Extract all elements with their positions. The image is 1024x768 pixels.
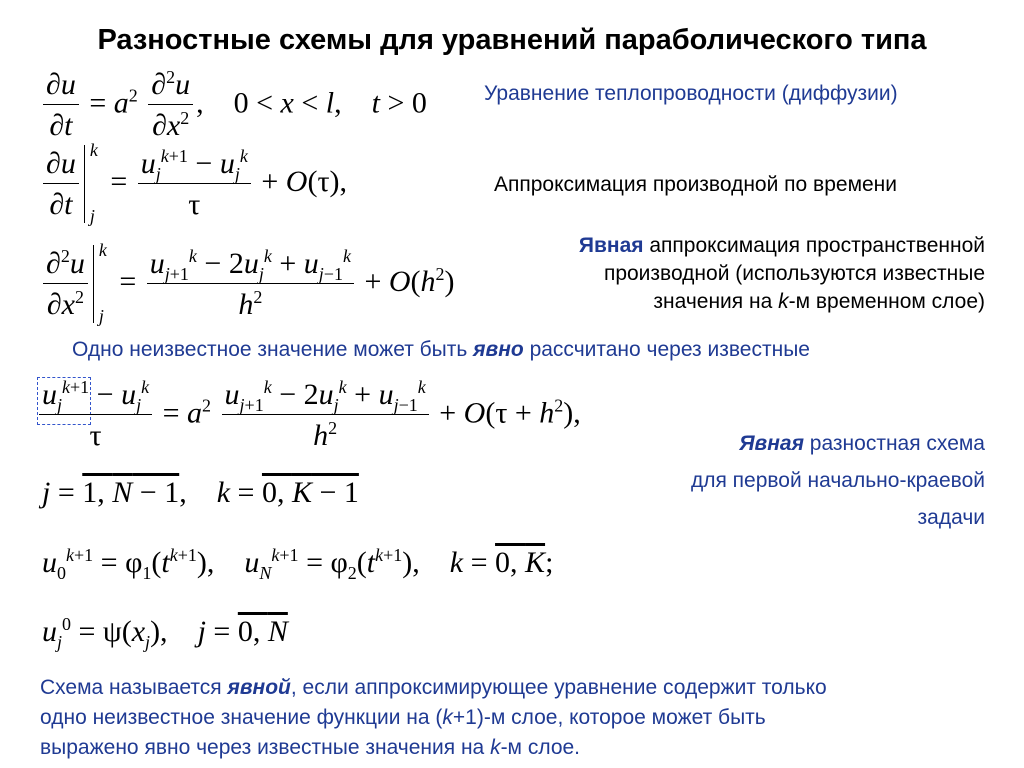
one-unknown-b: рассчитано через известные (523, 338, 810, 361)
page-title: Разностные схемы для уравнений параболического типа (97, 24, 927, 56)
equation-heat: $\frac{\partial u}{\partial t}$ = $a^2$ $\frac{\partial^2u}{\partial x^2}$ , 0 < x < l, t > 0 (40, 70, 427, 141)
one-unknown-a: Одно неизвестное значение может быть (72, 338, 474, 361)
footer-definition (40, 673, 827, 763)
note-explicit-scheme (560, 425, 985, 536)
explicit-space-line3b: -м временном слое) (788, 290, 985, 313)
footer-line1a: Схема называется (40, 676, 228, 699)
footer-line3k: k (490, 736, 501, 759)
explicit-space-k: k (778, 290, 789, 313)
equation-boundary: $u_0^{k+1} = \varphi_1(t^{k+1})$, $u_N^{k+1} = \varphi_2(t^{k+1})$, k = 0, K; (42, 545, 554, 583)
one-unknown-explicit: явно (473, 338, 524, 361)
footer-bold: явной (227, 676, 291, 699)
explicit-space-line1: аппроксимация пространственной (649, 234, 985, 257)
footer-line3a: выражено явно через известные значения на (40, 736, 491, 759)
explicit-word: Явная (578, 234, 644, 257)
scheme-word: Явная (739, 432, 804, 455)
footer-line2k: k (442, 706, 453, 729)
note-heat-equation: Уравнение теплопроводности (диффузии) (484, 82, 898, 105)
explicit-space-line3a: значения на (653, 290, 779, 313)
scheme-line3: задачи (917, 506, 985, 529)
footer-line2a: одно неизвестное значение функции на ( (40, 706, 443, 729)
footer-line1b: , если аппроксимирующее уравнение содержит только (290, 676, 827, 699)
equation-time-approx: $\frac{\partial u}{\partial t}$ k j = $\frac{u_j^{k+1} - u_j^k}{\tau}$ + O(τ), (40, 145, 347, 223)
footer-line3b: -м слое. (500, 736, 581, 759)
equation-space-approx: $\frac{\partial^2u}{\partial x^2}$ k j = $\frac{u_{j+1}^k - 2u_j^k + u_{j-1}^k}{h^2}$ + $O(h^2)$ (40, 245, 455, 323)
note-explicit-space (480, 232, 985, 316)
scheme-line2: для первой начально-краевой (690, 469, 985, 492)
equation-index-ranges: j = 1, N − 1, k = 0, K − 1 (42, 476, 359, 509)
footer-line2b: +1)-м слое, которое может быть (452, 706, 766, 729)
equation-explicit-scheme: $\frac{u_j^{k+1} - u_j^k}{\tau}$ = $a^2$ $\frac{u_{j+1}^k - 2u_j^k + u_{j-1}^k}{h^2}$ + $O(\tau + h^2)$, (36, 380, 581, 451)
equation-initial: $u_j^0 = \psi(x_j)$, j = 0, N (42, 614, 288, 652)
explicit-space-line2: производной (используются известные (603, 262, 985, 285)
note-one-unknown (72, 336, 810, 364)
scheme-line1: разностная схема (803, 432, 985, 455)
note-time-approx: Аппроксимация производной по времени (494, 173, 898, 196)
